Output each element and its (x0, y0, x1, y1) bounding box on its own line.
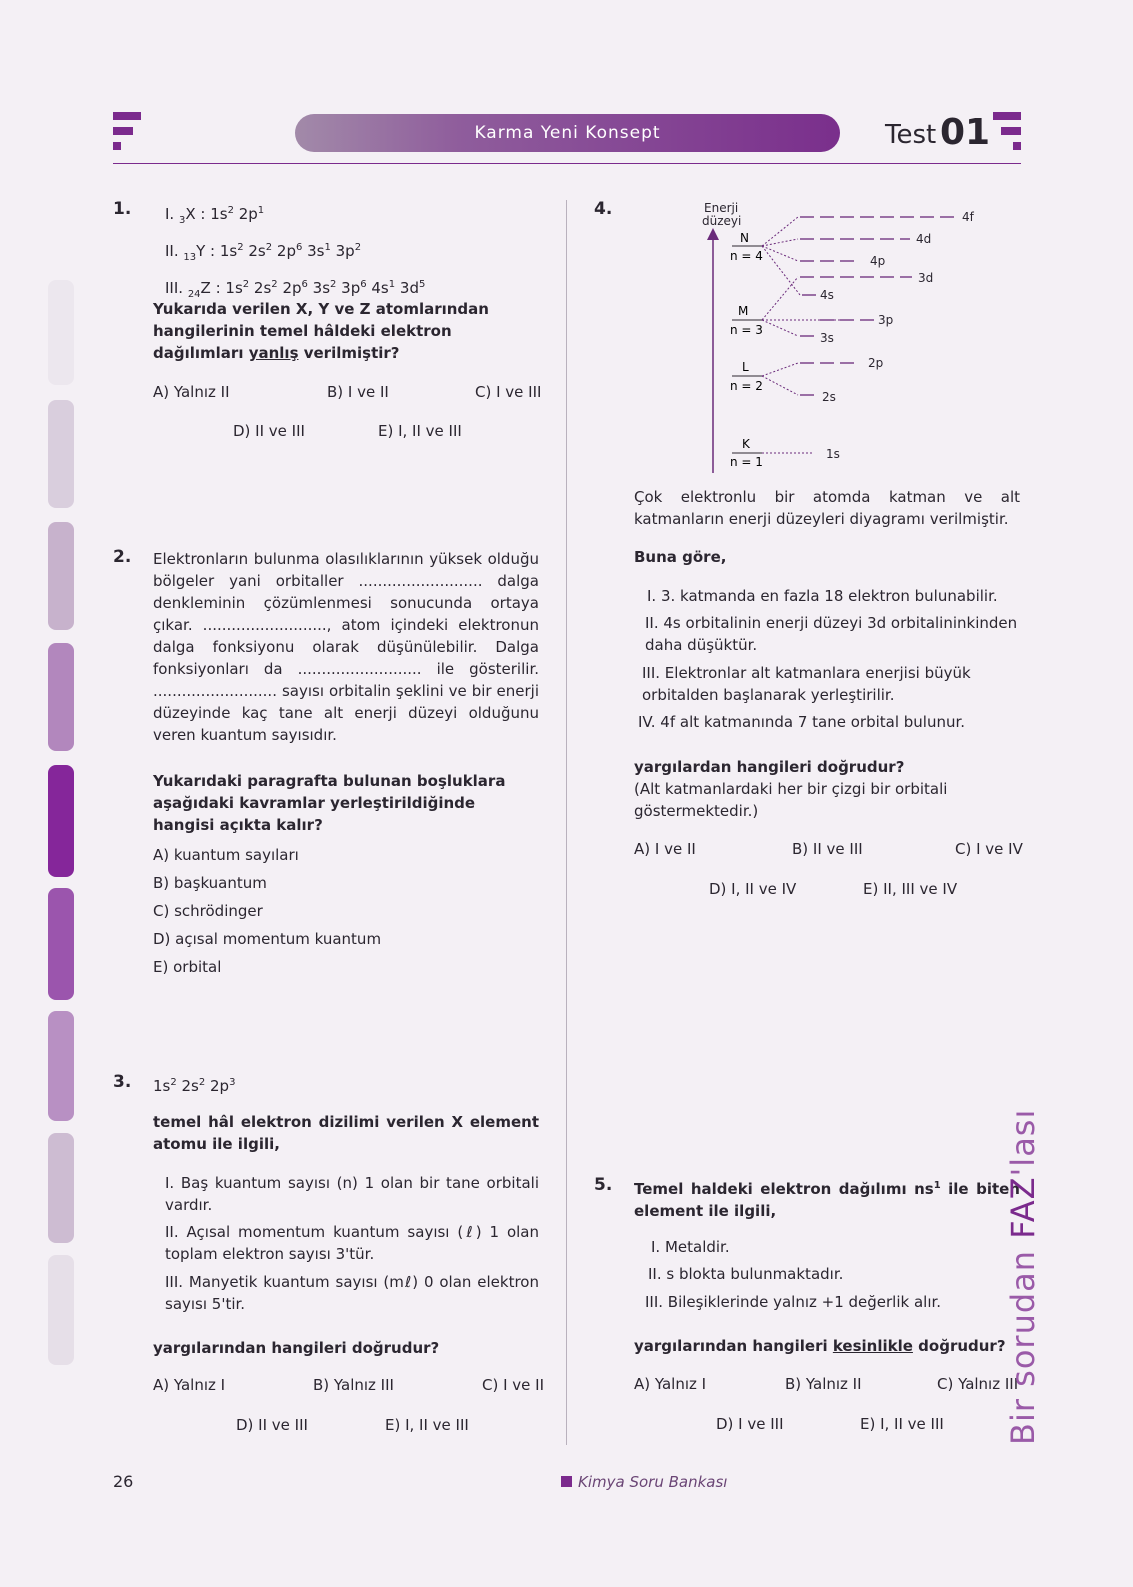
q2-option-e[interactable]: E) orbital (153, 958, 222, 976)
q4-item-2: II. 4s orbitalinin enerji düzeyi 3d orbitalininkinden daha düşüktür. (645, 614, 1018, 654)
shell-n-value-2: n = 2 (730, 379, 763, 393)
q4-lead: Buna göre, (634, 548, 727, 566)
q3-item-3: III. Manyetik kuantum sayısı (mℓ) 0 olan elektron sayısı 5'tir. (165, 1273, 539, 1313)
energy-level-diagram (690, 198, 1010, 478)
page-number: 26 (113, 1472, 134, 1491)
q4-note: (Alt katmanlardaki her bir çizgi bir orbitali göstermektedir.) (634, 780, 948, 820)
sublevel-4f: 4f (962, 210, 974, 224)
sublevel-2s: 2s (822, 390, 836, 404)
square-icon (561, 1476, 572, 1487)
q5-item-2: II. s blokta bulunmaktadır. (648, 1265, 844, 1283)
q2-option-c[interactable]: C) schrödinger (153, 902, 263, 920)
q1-config-y: II. $_{13}$Y : $1s^2$ $2s^2$ $2p^6$ $3s^1$ $3p^2$ (165, 242, 362, 263)
q1-config-z: III. $_{24}$Z : $1s^2$ $2s^2$ $2p^6$ $3s^2$ $3p^6$ $4s^1$ $3d^5$ (165, 279, 426, 300)
axis-label-line-2: düzeyi (702, 214, 742, 228)
side-vertical-title (1004, 1109, 1042, 1445)
sublevel-3s: 3s (820, 331, 834, 345)
question-number: 3. (113, 1072, 132, 1092)
axis-label-line-1: Enerji (704, 201, 739, 215)
sublevel-4p: 4p (870, 254, 886, 268)
q1-stem (153, 298, 539, 364)
q3-option-d[interactable]: D) II ve III (236, 1416, 308, 1434)
q4-option-c[interactable]: C) I ve IV (955, 840, 1023, 858)
q5-option-c[interactable]: C) Yalnız III (937, 1375, 1019, 1393)
q4-item-4: IV. 4f alt katmanında 7 tane orbital bulunur. (638, 713, 966, 731)
shell-n-value-4: n = 4 (730, 249, 763, 263)
side-title-part-1: Bir sorudan (1004, 1238, 1042, 1445)
header-divider (113, 163, 1021, 164)
q4-item-1: I. 3. katmanda en fazla 18 elektron bulunabilir. (647, 587, 998, 605)
footer-book-title (561, 1473, 727, 1491)
q5-item-1: I. Metaldir. (651, 1238, 730, 1256)
q5-stem-sup: 1 (933, 1180, 941, 1191)
question-number: 1. (113, 199, 132, 219)
q2-paragraph: Elektronların bulunma olasılıklarının yüksek olduğu bölgeler yani orbitaller .......................... dalga denkleminin çözümlenmesi sonucunda ortaya çıkar. .........................., atom içindeki elektronun dalga fonksiyonu olarak düşünülebilir. Dalga fonksiyonları da .......................... ile gösterilir. .......................... sayısı orbitalin şeklini ve bir enerji düzeyinde kaç tane alt enerji düzeyi olduğunu veren kuantum sayısıdır. (153, 550, 539, 744)
q5-option-b[interactable]: B) Yalnız II (785, 1375, 862, 1393)
q4-option-a[interactable]: A) I ve II (634, 840, 696, 858)
section-banner: Karma Yeni Konsept (295, 114, 840, 152)
q3-option-e[interactable]: E) I, II ve III (385, 1416, 469, 1434)
q4-intro: Çok elektronlu bir atomda katman ve alt katmanların enerji düzeyleri diyagramı verilmiştir. (634, 488, 1020, 528)
column-divider (566, 200, 567, 1445)
q3-option-b[interactable]: B) Yalnız III (313, 1376, 394, 1394)
q2-question: Yukarıdaki paragrafta bulunan boşluklara aşağıdaki kavramlar yerleştirildiğinde hangisi açıkta kalır? (153, 772, 506, 834)
q5-option-a[interactable]: A) Yalnız I (634, 1375, 707, 1393)
q3-configuration: $1s^2$ $2s^2$ $2p^3$ (153, 1077, 236, 1095)
sublevel-4s: 4s (820, 288, 834, 302)
q3-item-1: I. Baş kuantum sayısı (n) 1 olan bir tane orbitali vardır. (165, 1174, 539, 1214)
q1-option-b[interactable]: B) I ve II (327, 383, 389, 401)
q5-question-underlined: kesinlikle (832, 1337, 913, 1355)
q3-item-2: II. Açısal momentum kuantum sayısı (ℓ) 1 olan toplam elektron sayısı 3'tür. (165, 1223, 539, 1263)
q2-option-d[interactable]: D) açısal momentum kuantum (153, 930, 382, 948)
q1-stem-text: Yukarıda verilen X, Y ve Z atomlarından hangilerinin temel hâldeki elektron dağılımları (153, 300, 489, 362)
q2-option-a[interactable]: A) kuantum sayıları (153, 846, 299, 864)
q1-option-a[interactable]: A) Yalnız II (153, 383, 230, 401)
q4-option-b[interactable]: B) II ve III (792, 840, 863, 858)
q1-stem-end: verilmiştir? (303, 344, 400, 362)
shell-n-value-3: n = 3 (730, 323, 763, 337)
q5-option-e[interactable]: E) I, II ve III (860, 1415, 944, 1433)
q5-question-b: doğrudur? (912, 1337, 1006, 1355)
q4-option-d[interactable]: D) I, II ve IV (709, 880, 797, 898)
q5-option-d[interactable]: D) I ve III (716, 1415, 784, 1433)
q5-stem-a: Temel haldeki elektron dağılımı ns (634, 1180, 934, 1198)
q5-stem (634, 1175, 1020, 1222)
side-title-part-2: FAZ (1004, 1176, 1042, 1239)
sublevel-4d: 4d (916, 232, 932, 246)
shell-label-l: L (742, 360, 749, 374)
sublevel-3p: 3p (878, 313, 894, 327)
q4-option-e[interactable]: E) II, III ve IV (863, 880, 958, 898)
side-title-part-3: 'lası (1004, 1108, 1042, 1177)
q5-stem-b: ile biten element ile ilgili, (634, 1180, 1020, 1220)
q4-item-3: III. Elektronlar alt katmanlara enerjisi büyük orbitalden başlanarak yerleştirilir. (642, 664, 971, 704)
q1-configurations (165, 200, 565, 306)
q1-config-x: I. $_3$X : $1s^2$ $2p^1$ (165, 205, 265, 226)
shell-label-k: K (742, 437, 750, 451)
q1-option-e[interactable]: E) I, II ve III (378, 422, 462, 440)
shell-label-m: M (738, 304, 749, 318)
q5-item-3: III. Bileşiklerinde yalnız +1 değerlik alır. (645, 1293, 942, 1311)
test-number: 01 (940, 112, 991, 153)
q3-option-c[interactable]: C) I ve II (482, 1376, 545, 1394)
shell-n-value-1: n = 1 (730, 455, 763, 469)
sublevel-1s: 1s (826, 447, 840, 461)
book-title: Kimya Soru Bankası (578, 1473, 728, 1491)
q2-option-b[interactable]: B) başkuantum (153, 874, 267, 892)
question-number: 2. (113, 547, 132, 567)
q3-question: yargılarından hangileri doğrudur? (153, 1339, 440, 1357)
question-number: 5. (594, 1175, 613, 1195)
q3-stem: temel hâl elektron dizilimi verilen X element atomu ile ilgili, (153, 1113, 539, 1153)
sublevel-2p: 2p (868, 356, 884, 370)
q1-option-d[interactable]: D) II ve III (233, 422, 305, 440)
q5-question (634, 1335, 1006, 1357)
q3-option-a[interactable]: A) Yalnız I (153, 1376, 226, 1394)
q1-stem-underlined: yanlış (248, 344, 299, 362)
test-label: Test (885, 120, 937, 150)
q1-option-c[interactable]: C) I ve III (475, 383, 542, 401)
sublevel-3d: 3d (918, 271, 934, 285)
q5-question-a: yargılarından hangileri (634, 1337, 833, 1355)
q4-question: yargılardan hangileri doğrudur? (634, 758, 905, 776)
shell-label-n: N (740, 231, 749, 245)
question-number: 4. (594, 199, 613, 219)
